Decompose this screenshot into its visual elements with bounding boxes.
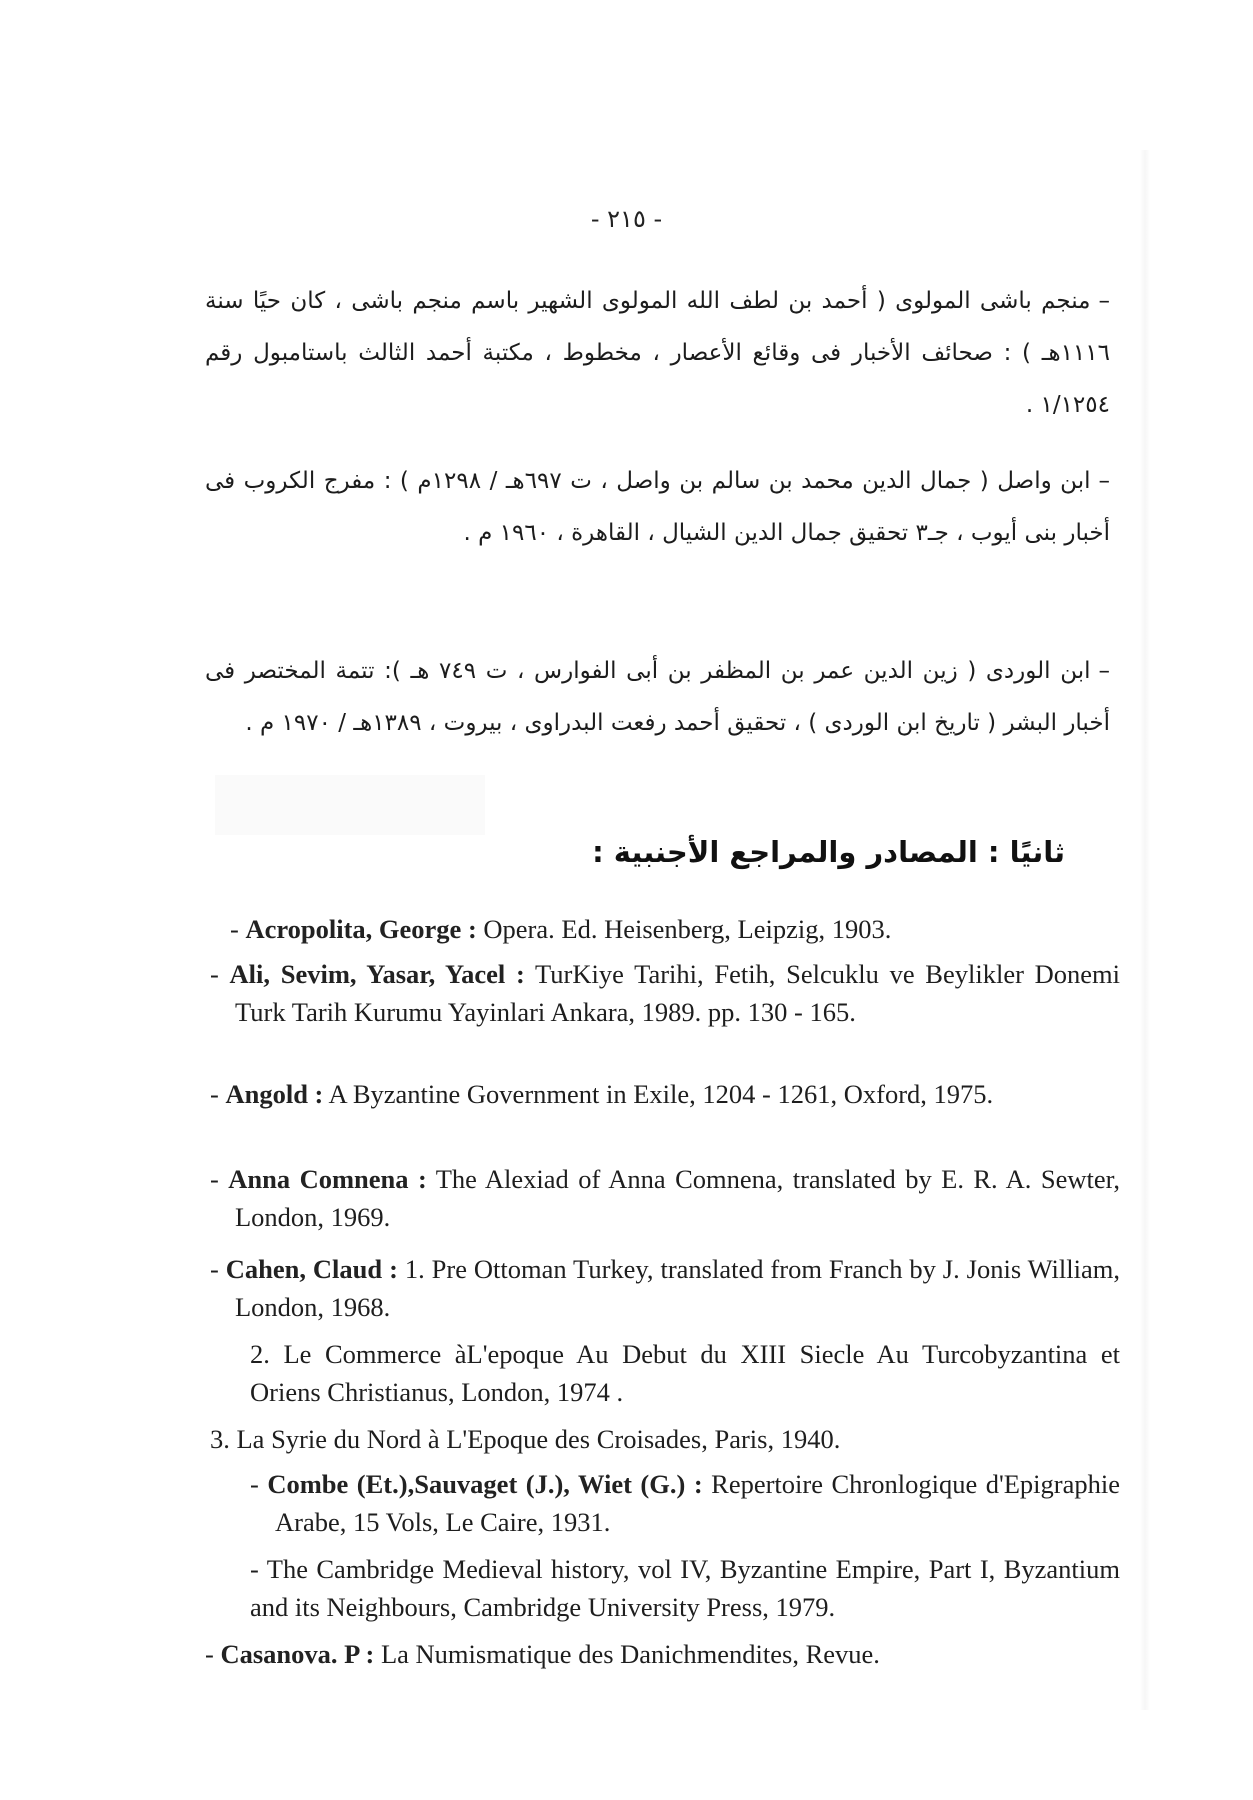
entry-text: ابن الوردى ( زين الدين عمر بن المظفر بن أبى الفوارس ، ت ٧٤٩ هـ ): تتمة المختصر فى أخبار البشر ( تاريخ ابن الوردى ) ، تحقيق أحمد رفعت البدراوى ، بيروت ، ١٣٨٩هـ / ١٩٧٠ م . (205, 658, 1110, 736)
entry-text: The Cambridge Medieval history, vol IV, Byzantine Empire, Part I, Byzantium and its Neighbours, Cambridge University Press, 1979. (250, 1554, 1120, 1622)
entry-text: La Numismatique des Danichmendites, Revue. (374, 1639, 880, 1669)
entry-text: 3. La Syrie du Nord à L'Epoque des Croisades, Paris, 1940. (210, 1424, 841, 1454)
arabic-reference-entry (205, 455, 1110, 559)
entry-author: Ali, Sevim, Yasar, Yacel : (229, 959, 525, 989)
entry-text: The Alexiad of Anna Comnena, translated by E. R. A. Sewter, London, 1969. (235, 1164, 1120, 1232)
entry-prefix: - (250, 1554, 267, 1584)
arabic-reference-entry (205, 645, 1110, 749)
entry-prefix: - (210, 1079, 226, 1109)
reference-subentry (250, 1335, 1120, 1411)
entry-text: Repertoire Chronlogique d'Epigraphie Arabe, 15 Vols, Le Caire, 1931. (275, 1469, 1121, 1537)
reference-entry (210, 1250, 1120, 1326)
entry-text: 2. Le Commerce àL'epoque Au Debut du XIII Siecle Au Turcobyzantina et Oriens Christianus, London, 1974 . (250, 1339, 1120, 1407)
entry-text: Opera. Ed. Heisenberg, Leipzig, 1903. (476, 914, 892, 944)
entry-author: Casanova. P : (220, 1639, 375, 1669)
reference-entry (210, 1160, 1120, 1236)
reference-entry (250, 1550, 1120, 1626)
page-number: - ٢١٥ - (590, 205, 663, 233)
entry-author: Cahen, Claud : (225, 1254, 398, 1284)
entry-author: Combe (Et.),Sauvaget (J.), Wiet (G.) : (267, 1469, 703, 1499)
entry-author: Anna Comnena : (228, 1164, 427, 1194)
entry-dash: – (1098, 468, 1110, 494)
reference-entry (250, 1465, 1120, 1541)
entry-text: ابن واصل ( جمال الدين محمد بن سالم بن واصل ، ت ٦٩٧هـ / ١٢٩٨م ) : مفرج الكروب فى أخبار بنى أيوب ، جـ٣ تحقيق جمال الدين الشيال ، القاهرة ، ١٩٦٠ م . (205, 468, 1110, 546)
entry-prefix: - (210, 959, 230, 989)
reference-entry (205, 1635, 1115, 1673)
faint-bleed-through (215, 775, 485, 835)
reference-entry (210, 955, 1120, 1031)
reference-subentry (210, 1420, 1120, 1458)
entry-prefix: - (250, 1469, 268, 1499)
entry-prefix: - (210, 1254, 226, 1284)
entry-dash: – (1098, 658, 1110, 684)
entry-author: Acropolita, George : (245, 914, 477, 944)
entry-dash: – (1098, 288, 1110, 314)
reference-entry (230, 910, 1110, 948)
reference-entry (210, 1075, 1120, 1113)
entry-text: A Byzantine Government in Exile, 1204 - 1261, Oxford, 1975. (323, 1079, 994, 1109)
page-edge-shadow (1140, 150, 1150, 1710)
entry-prefix: - (230, 914, 246, 944)
entry-text: TurKiye Tarihi, Fetih, Selcuklu ve Beylikler Donemi Turk Tarih Kurumu Yayinlari Ankara, 1989. pp. 130 - 165. (235, 959, 1120, 1027)
arabic-reference-entry (205, 275, 1110, 431)
entry-author: Angold : (225, 1079, 324, 1109)
entry-prefix: - (205, 1639, 221, 1669)
entry-text: 1. Pre Ottoman Turkey, translated from Franch by J. Jonis William, London, 1968. (235, 1254, 1120, 1322)
section-heading: ثانيًا : المصادر والمراجع الأجنبية : (592, 835, 1065, 869)
entry-prefix: - (210, 1164, 229, 1194)
entry-text: منجم باشى المولوى ( أحمد بن لطف الله المولوى الشهير باسم منجم باشى ، كان حيًا سنة ١١١٦هـ ) : صحائف الأخبار فى وقائع الأعصار ، مخطوط ، مكتبة أحمد الثالث باستامبول رقم ١/١٢٥٤ . (205, 288, 1110, 418)
